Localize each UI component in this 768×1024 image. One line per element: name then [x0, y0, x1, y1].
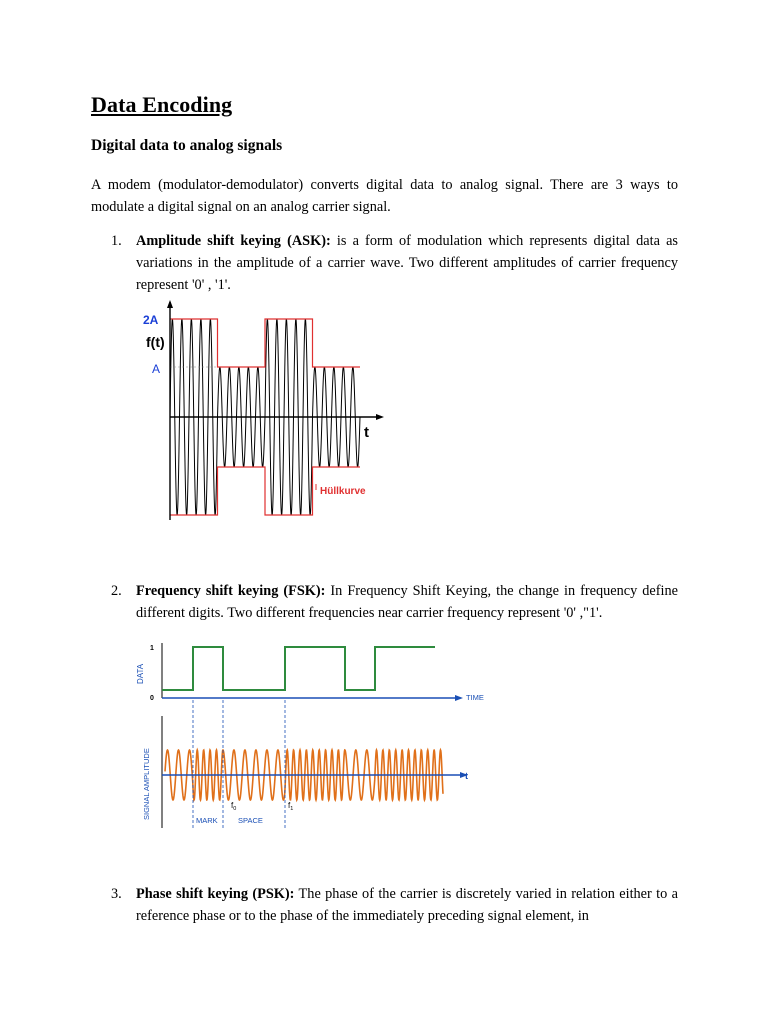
fsk-label-f1: $f_1$ [288, 801, 294, 812]
ask-label-t: t [364, 424, 369, 441]
description: The phase of the carrier is discretely varied in relation either to a reference phase or to the phase of the immediately preceding signal element, in [136, 886, 678, 924]
list-number: 1. [111, 233, 122, 249]
fsk-label-mark: MARK [196, 816, 218, 825]
term: Frequency shift keying (FSK): [136, 583, 326, 599]
fsk-label-data: DATA [136, 663, 145, 684]
fsk-data-signal [162, 647, 435, 690]
ask-envelope-upper [170, 319, 360, 367]
description: is a form of modulation which represents digital data as variations in the amplitude of a carrier wave. Two different amplitudes of carrier frequency represent '0' , '1'. [136, 233, 678, 293]
ask-label-ft: f(t) [146, 334, 165, 350]
list-body [136, 230, 678, 296]
term: Amplitude shift keying (ASK): [136, 233, 331, 249]
ask-diagram [140, 300, 380, 530]
fsk-time-arrow [455, 695, 463, 701]
fsk-label-zero: 0 [150, 695, 154, 702]
ask-label-envelope: Hüllkurve [320, 486, 366, 497]
description: In Frequency Shift Keying, the change in frequency define different digits. Two different frequencies near carrier frequency represent '0' ,"1'. [136, 583, 678, 621]
list-body [136, 883, 678, 927]
intro-paragraph: A modem (modulator-demodulator) converts digital data to analog signal. There are 3 ways to modulate a digital signal on an analog carrier signal. [91, 177, 678, 215]
list-number: 3. [111, 886, 122, 902]
fsk-label-signal: SIGNAL AMPLITUDE [142, 748, 151, 820]
list-body [136, 580, 678, 624]
list-number: 2. [111, 583, 122, 599]
fsk-label-one: 1 [150, 645, 154, 652]
ask-label-a: A [152, 362, 161, 376]
fsk-label-f0: $f_0$ [231, 801, 237, 812]
page-title: Data Encoding [91, 92, 233, 117]
fsk-label-time: TIME [466, 693, 484, 702]
section-heading: Digital data to analog signals [91, 137, 283, 154]
term: Phase shift keying (PSK): [136, 886, 295, 902]
fsk-diagram [135, 638, 495, 838]
ask-label-2a: 2A [143, 313, 159, 327]
ask-x-arrow [376, 414, 384, 420]
fsk-label-space: SPACE [238, 816, 263, 825]
ask-y-arrow [167, 300, 173, 308]
fsk-label-t: t [465, 771, 468, 781]
